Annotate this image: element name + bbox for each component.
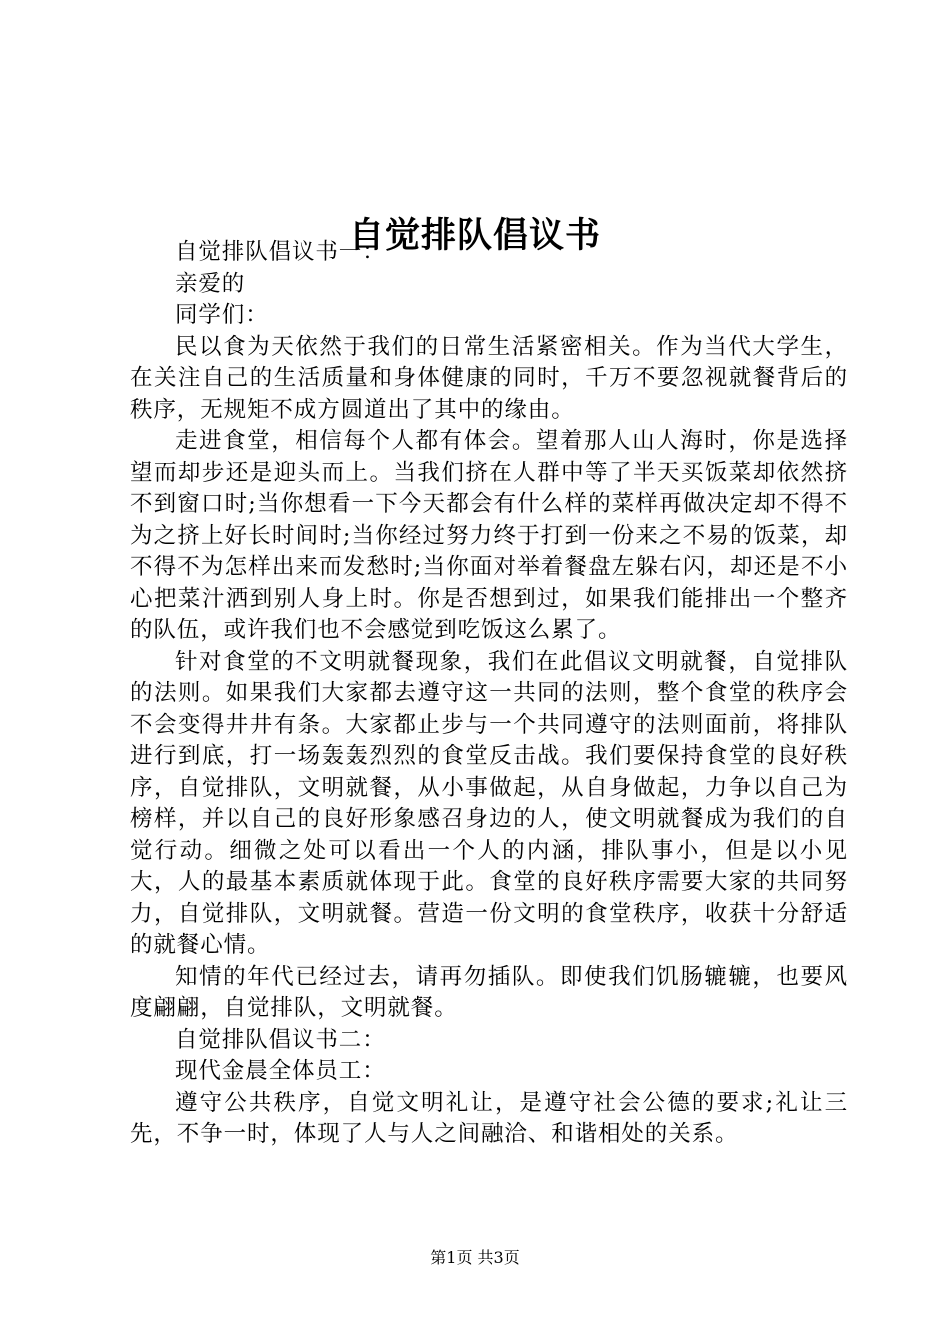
body-paragraph: 民以食为天依然于我们的日常生活紧密相关。作为当代大学生，在关注自己的生活质量和身体健康的同时，千万不要忽视就餐背后的秩序，无规矩不成方圆道出了其中的缘由。 <box>130 333 848 423</box>
body-paragraph: 知情的年代已经过去，请再勿插队。即使我们饥肠辘辘，也要风度翩翩，自觉排队，文明就餐。 <box>130 963 848 1021</box>
document-body <box>130 237 848 1151</box>
salutation-line-1: 亲爱的 <box>175 270 246 297</box>
heading-proposal-two: 自觉排队倡议书二： <box>175 1026 386 1053</box>
document-title: 自觉排队倡议书 <box>348 216 601 257</box>
salutation-line: 现代金晨全体员工： <box>175 1058 386 1084</box>
page-footer: 第1页 共3页 <box>430 1248 520 1267</box>
body-paragraph: 针对食堂的不文明就餐现象，我们在此倡议文明就餐，自觉排队的法则。如果我们大家都去遵守这一共同的法则，整个食堂的秩序会不会变得井井有条。大家都止步与一个共同遵守的法则面前，将排队进行到底，打一场轰轰烈烈的食堂反击战。我们要保持食堂的良好秩序，自觉排队，文明就餐，从小事做起，从自身做起，力争以自己为榜样，并以自己的良好形象感召身边的人，使文明就餐成为我们的自觉行动。细微之处可以看出一个人的内涵，排队事小，但是以小见大，人的最基本素质就体现于此。食堂的良好秩序需要大家的共同努力，自觉排队，文明就餐。营造一份文明的食堂秩序，收获十分舒适的就餐心情。 <box>130 648 848 958</box>
body-paragraph: 走进食堂，相信每个人都有体会。望着那人山人海时，你是选择望而却步还是迎头而上。当我们挤在人群中等了半天买饭菜却依然挤不到窗口时;当你想看一下今天都会有什么样的菜样再做决定却不得不为之挤上好长时间时;当你经过努力终于打到一份来之不易的饭菜，却不得不为怎样出来而发愁时;当你面对举着餐盘左躲右闪，却还是不小心把菜汁洒到别人身上时。你是否想到过，如果我们能排出一个整齐的队伍，或许我们也不会感觉到吃饭这么累了。 <box>130 428 848 643</box>
body-paragraph: 遵守公共秩序，自觉文明礼让，是遵守社会公德的要求;礼让三先，不争一时，体现了人与人之间融洽、和谐相处的关系。 <box>130 1089 848 1147</box>
heading-proposal-one: 自觉排队倡议书一： <box>175 239 386 265</box>
salutation-line-2: 同学们： <box>175 302 269 328</box>
